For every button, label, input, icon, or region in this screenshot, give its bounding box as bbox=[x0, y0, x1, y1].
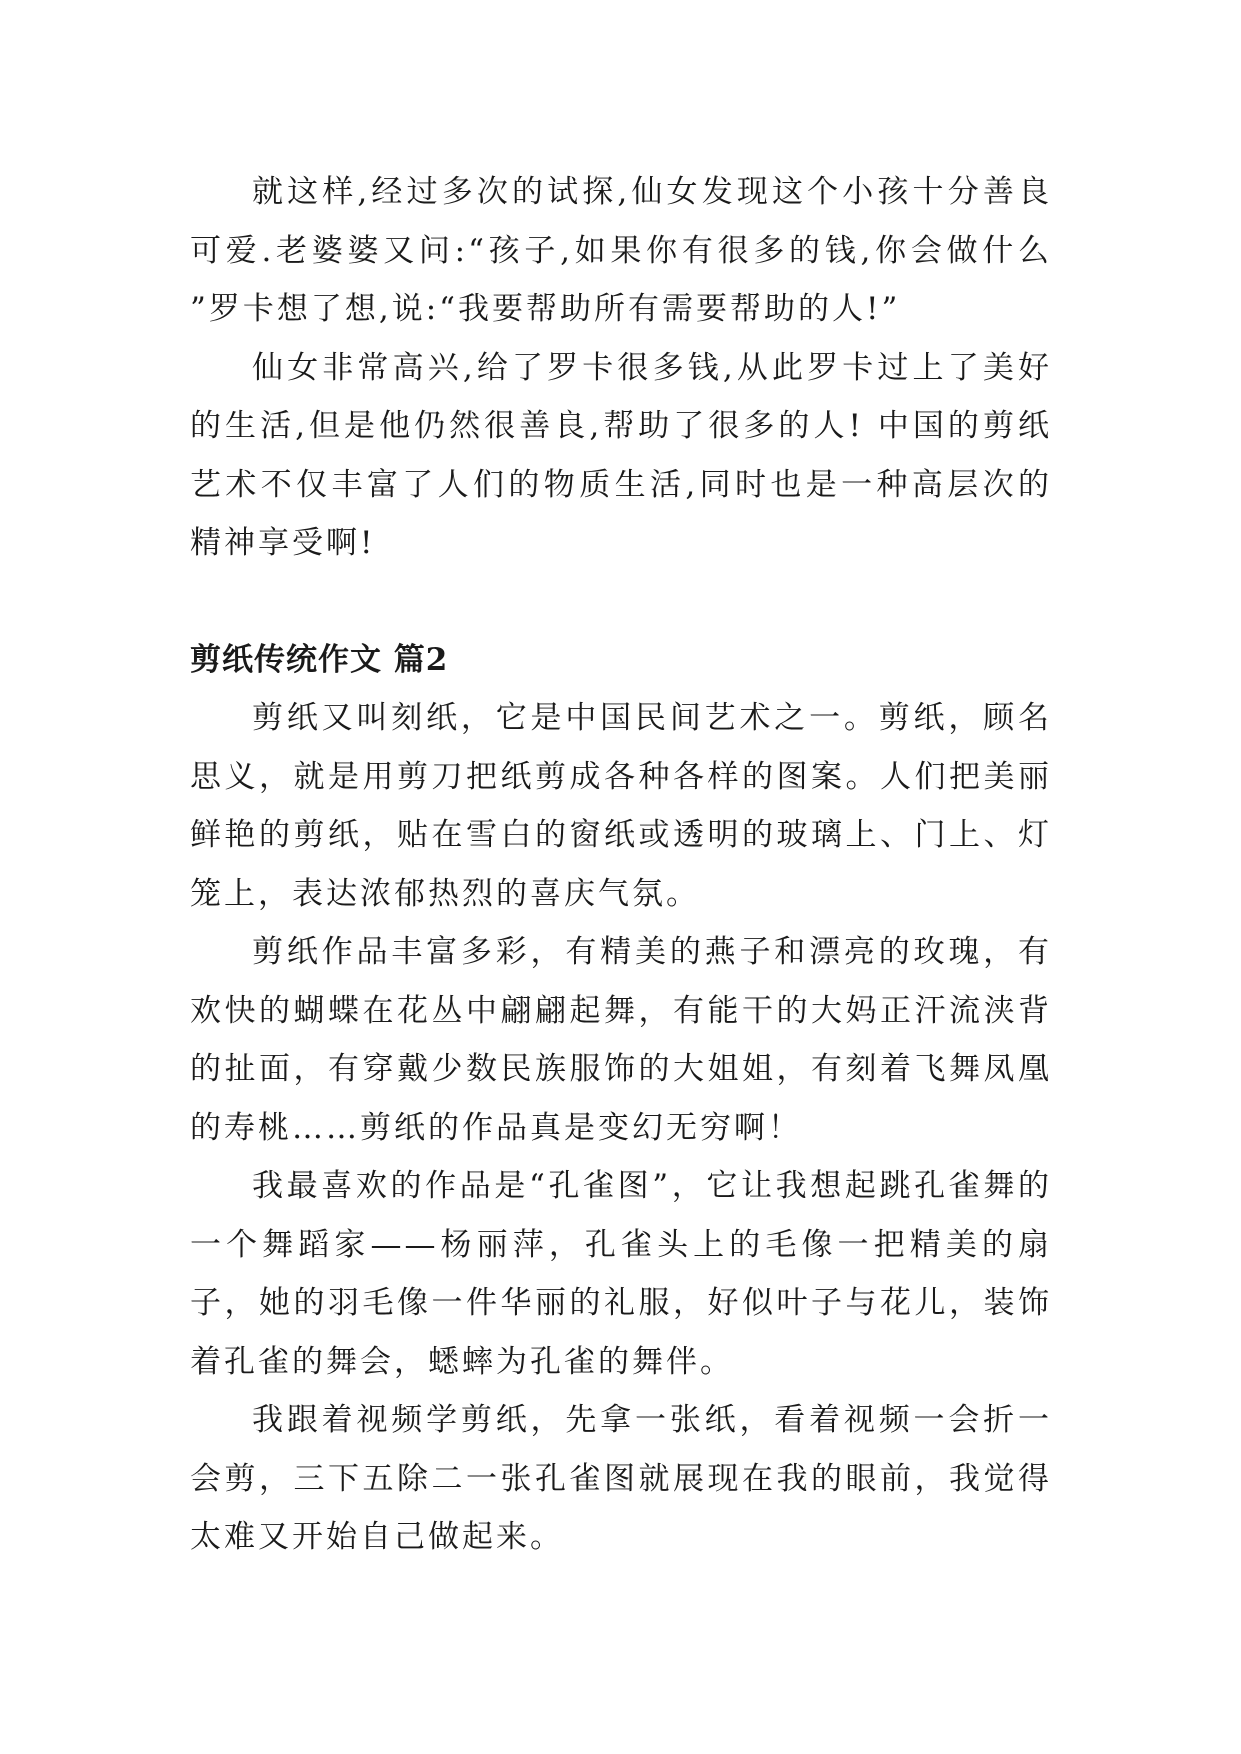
document-body bbox=[190, 163, 1052, 1567]
paragraph-6: 我跟着视频学剪纸，先拿一张纸，看着视频一会折一会剪，三下五除二一张孔雀图就展现在我的眼前，我觉得太难又开始自己做起来。 bbox=[190, 1402, 1052, 1555]
paragraph-2: 仙女非常高兴,给了罗卡很多钱,从此罗卡过上了美好的生活,但是他仍然很善良,帮助了很多的人! 中国的剪纸艺术不仅丰富了人们的物质生活,同时也是一种高层次的精神享受啊! bbox=[190, 349, 1052, 561]
section-heading: 剪纸传统作文 篇2 bbox=[190, 641, 449, 678]
paragraph-3: 剪纸又叫刻纸，它是中国民间艺术之一。剪纸，顾名思义，就是用剪刀把纸剪成各种各样的图案。人们把美丽鲜艳的剪纸，贴在雪白的窗纸或透明的玻璃上、门上、灯笼上，表达浓郁热烈的喜庆气氛。 bbox=[190, 700, 1052, 912]
paragraph-4: 剪纸作品丰富多彩，有精美的燕子和漂亮的玫瑰，有欢快的蝴蝶在花丛中翩翩起舞，有能干的大妈正汗流浃背的扯面，有穿戴少数民族服饰的大姐姐，有刻着飞舞凤凰的寿桃……剪纸的作品真是变幻无穷啊！ bbox=[190, 934, 1052, 1146]
paragraph-5: 我最喜欢的作品是“孔雀图”，它让我想起跳孔雀舞的一个舞蹈家——杨丽萍，孔雀头上的毛像一把精美的扇子，她的羽毛像一件华丽的礼服，好似叶子与花儿，装饰着孔雀的舞会，蟋蟀为孔雀的舞伴。 bbox=[190, 1168, 1052, 1380]
paragraph-1: 就这样,经过多次的试探,仙女发现这个小孩十分善良可爱.老婆婆又问:“孩子,如果你有很多的钱,你会做什么 ”罗卡想了想,说:“我要帮助所有需要帮助的人!” bbox=[190, 174, 1052, 327]
